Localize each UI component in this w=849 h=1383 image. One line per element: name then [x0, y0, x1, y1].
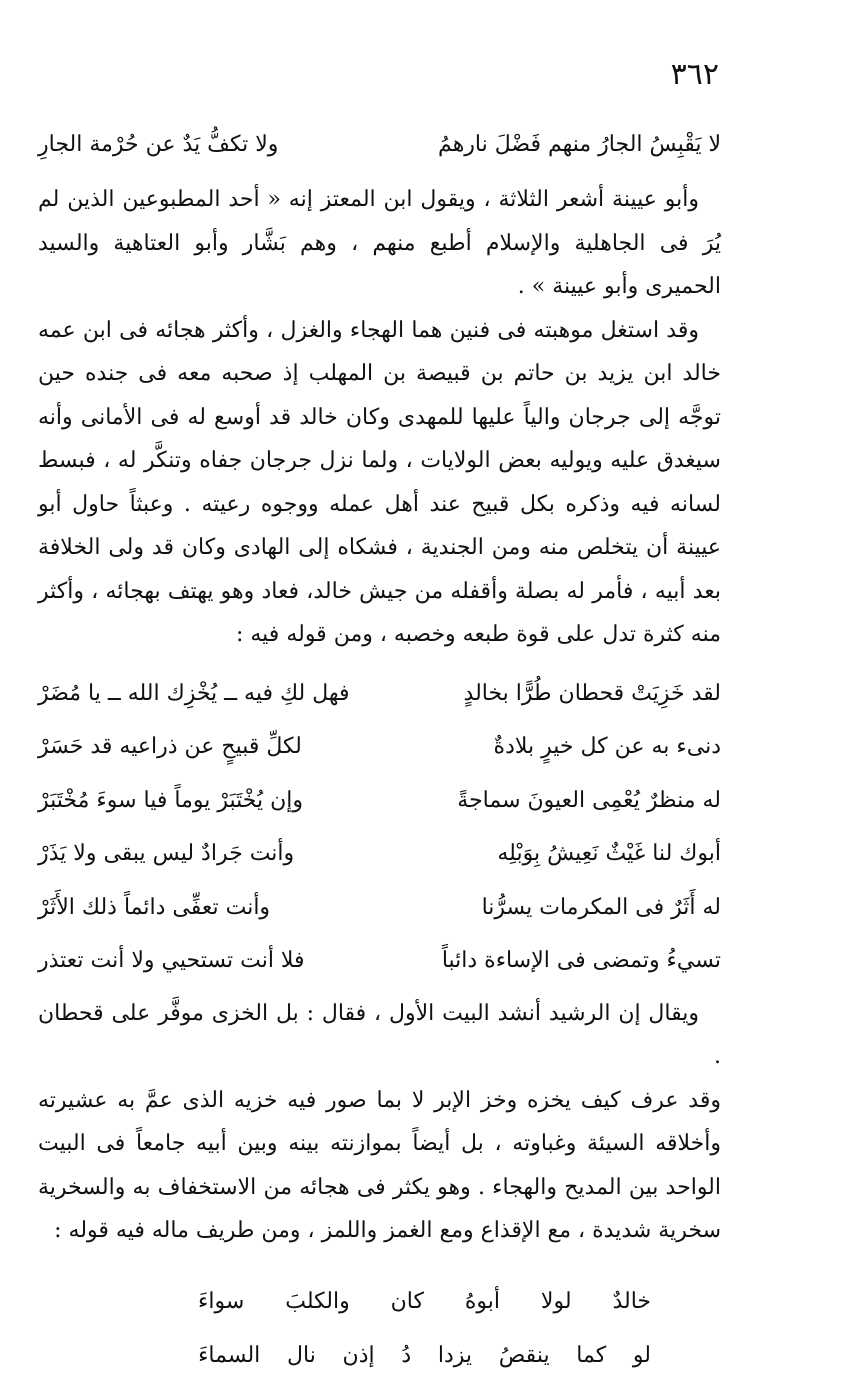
verse-second-hemistich: لكلِّ قبيحٍ عن ذراعيه قد حَسَرْ: [38, 734, 302, 759]
verse-second-hemistich: وأنت تعفِّى دائماً ذلك الأَثَرْ: [38, 894, 271, 920]
verse-first-hemistich: تسيءُ وتمضى فى الإساءة دائباً: [441, 948, 721, 973]
verse-word: دُ: [401, 1342, 412, 1368]
verse-first-hemistich: له أَثَرٌ فى المكرمات يسرُّنا: [481, 894, 721, 920]
short-verse-line: [198, 1329, 651, 1383]
verse-word: كان: [390, 1288, 424, 1314]
verse-word: لولا: [540, 1288, 572, 1314]
paragraph-satire-khalid: وقد استغل موهبته فى فنين هما الهجاء والغزل ، وأكثر هجائه فى ابن عمه خالد ابن يزيد بن حاتم بن قبيصة بن المهلب إذ صحبه معه فى جنده حين توجَّه إلى جرجان والياً عليها للمهدى وكان خالد قد أوسع له فى الأمانى وأنه سيغدق عليه ويوليه بعض الولايات ، ولما نزل جرجان جفاه وتنكَّر له ، فبسط لسانه فيه وذكره بكل قبيح عند أهل عمله ووجوه رعيته . وعبثاً حاول أبو عيينة أن يتخلص منه ومن الجندية ، فشكاه إلى الهادى وكان قد ولى الخلافة بعد أبيه ، فأمر له بصلة وأقفله من جيش خالد، فعاد وهو يهتف بهجائه ، وأكثر منه كثرة تدل على قوة طبعه وخصبه ، ومن قوله فيه :: [38, 317, 721, 647]
verse-word: إذن: [342, 1342, 375, 1368]
paragraph-mockery: وقد عرف كيف يخزه وخز الإبر لا بما صور فيه خزيه الذى عمَّ به عشيرته وأخلاقه السيئة وغباوته ، بل أيضاً بموازنته بينه وبين أبيه جامعاً فى البيت الواحد بين المديح والهجاء . وهو يكثر فى هجائه من الاستخفاف به والسخرية سخرية شديدة ، مع الإقذاع ومع الغمز واللمز ، ومن طريف ماله فيه قوله :: [38, 1087, 721, 1243]
page-content: [38, 118, 721, 1383]
verse-line: [38, 720, 721, 774]
opening-verse: [38, 118, 721, 172]
verse-first-hemistich: أبوك لنا غَيْثٌ نَعِيشُ بِوَبْلِه: [497, 841, 721, 866]
verse-word: السماءَ: [198, 1342, 261, 1368]
verse-word: نال: [287, 1342, 316, 1368]
short-meter-verses: [38, 1275, 721, 1383]
verse-line: [38, 934, 721, 988]
verse-second-hemistich: وأنت جَرادٌ ليس يبقى ولا يَذَرْ: [38, 841, 295, 866]
verse-line: [38, 667, 721, 721]
verse-word: لو: [632, 1342, 651, 1368]
opening-verse-first-hemistich: لا يَقْبِسُ الجارُ منهم فَضْلَ نارهمُ: [438, 132, 721, 157]
verse-second-hemistich: فلا أنت تستحيي ولا أنت تعتذر: [38, 948, 305, 973]
verse-word: ينقصُ: [498, 1342, 550, 1368]
satire-verses: [38, 667, 721, 988]
verse-word: سواءَ: [198, 1288, 245, 1314]
verse-line: [38, 827, 721, 881]
short-verse-line: [198, 1275, 651, 1329]
verse-word: أبوهُ: [464, 1288, 500, 1314]
verse-line: [38, 881, 721, 935]
verse-word: خالدٌ: [612, 1288, 651, 1314]
verse-word: يزدا: [437, 1342, 473, 1368]
page-number: ٣٦٢: [670, 57, 719, 92]
paragraph-abu-uyayna-intro: وأبو عيينة أشعر الثلاثة ، ويقول ابن المعتز إنه « أحد المطبوعين الذين لم يُرَ فى الجاهلية والإسلام أطبع منهم ، وهم بَشَّار وأبو العتاهية والسيد الحميرى وأبو عيينة » .: [38, 187, 721, 299]
verse-first-hemistich: له منظرٌ يُعْمِى العيونَ سماجةً: [457, 787, 721, 813]
verse-first-hemistich: دنىء به عن كل خيرٍ بلادةٌ: [493, 734, 721, 759]
verse-second-hemistich: فهل لكِ فيه ــ يُخْزِك الله ــ يا مُضَرْ: [38, 680, 350, 706]
paragraph-rashid-comment: ويقال إن الرشيد أنشد البيت الأول ، فقال : بل الخزى موفَّر على قحطان .: [38, 1000, 721, 1069]
verse-word: والكلبَ: [285, 1288, 350, 1314]
verse-word: كما: [576, 1342, 607, 1368]
verse-first-hemistich: لقد خَزِيَتْ قحطان طُرًّا بخالدٍ: [463, 680, 721, 706]
verse-line: [38, 774, 721, 828]
opening-verse-second-hemistich: ولا تكفُّ يَدٌ عن حُرْمة الجارِ: [38, 132, 279, 157]
verse-second-hemistich: وإن يُخْتَبَرْ يوماً فيا سوءَ مُخْتَبَرْ: [38, 787, 303, 813]
